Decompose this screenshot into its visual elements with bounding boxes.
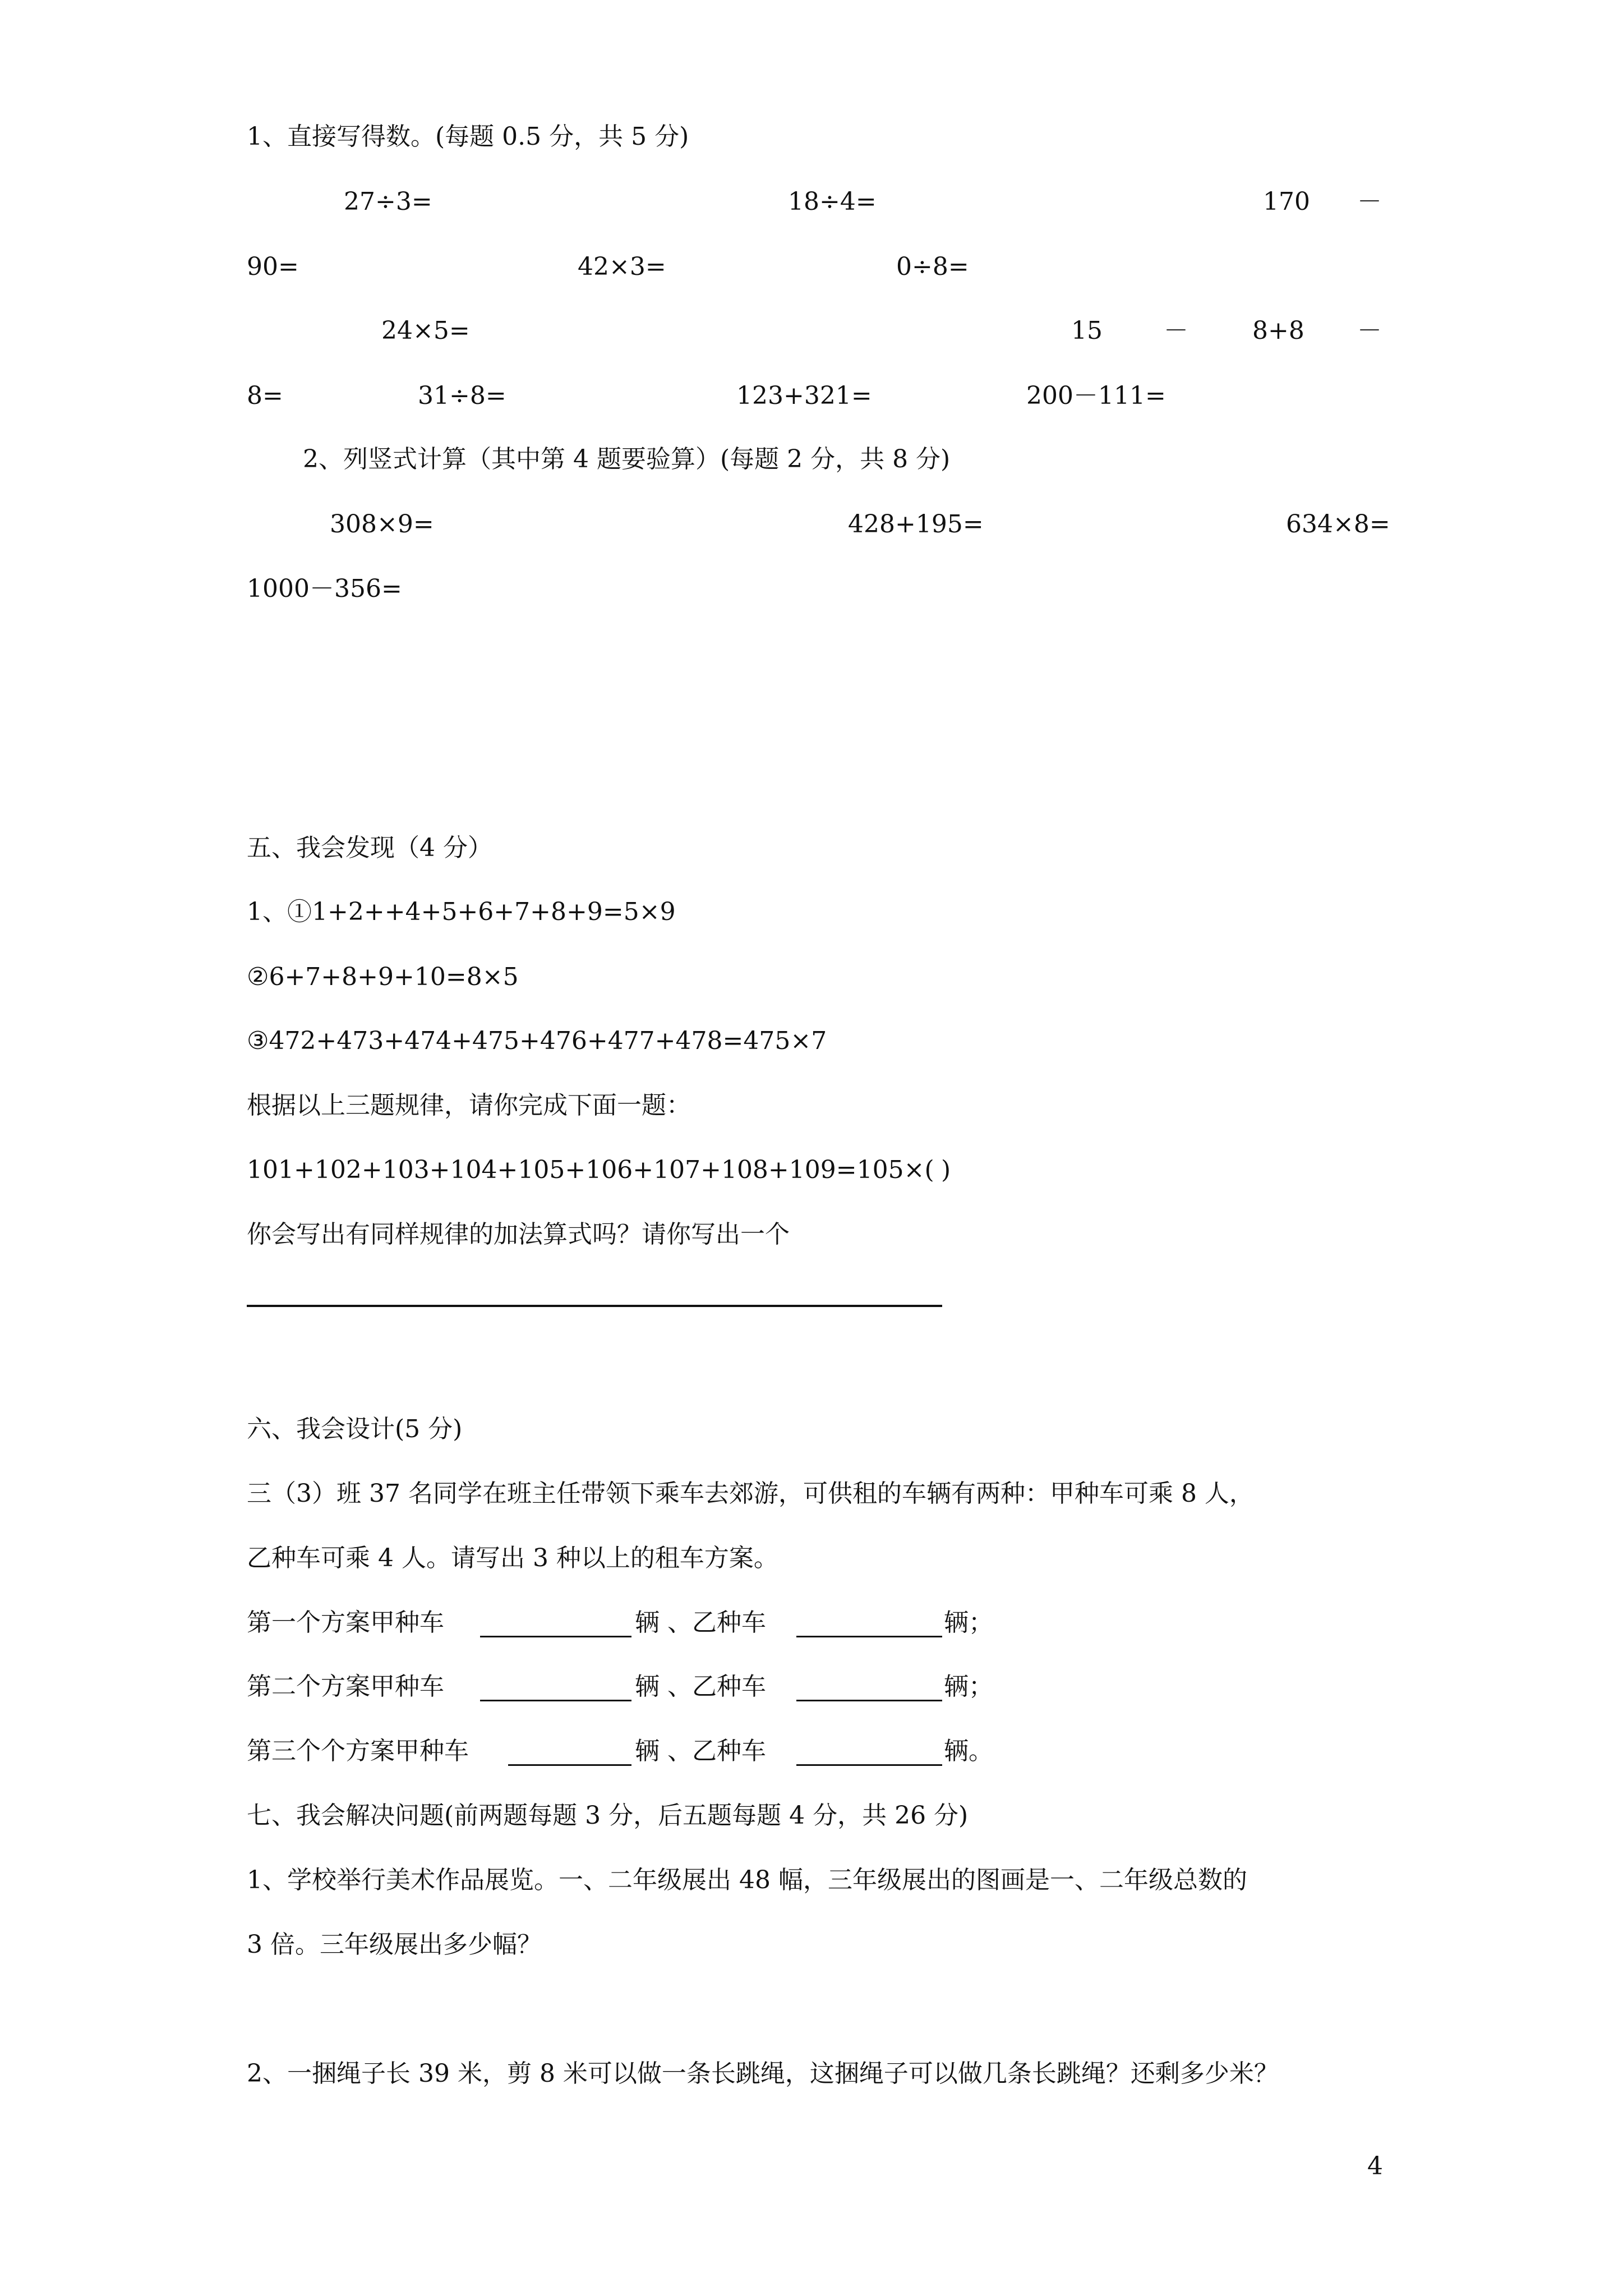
q1-item: 200－111= <box>1026 381 1166 410</box>
problem-1-line-1: 1、学校举行美术作品展览。一、二年级展出 48 幅，三年级展出的图画是一、二年级总数的 <box>247 1866 1247 1894</box>
plan-2-mid: 辆 、乙种车 <box>635 1672 766 1701</box>
q1-item: 170 <box>1263 187 1310 216</box>
plan-3-prefix: 第三个个方案甲种车 <box>247 1737 469 1765</box>
pattern-line-2: ②6+7+8+9+10=8×5 <box>247 963 519 991</box>
plan-2-type-b-blank[interactable] <box>796 1700 942 1701</box>
q1-item: － <box>1357 316 1382 345</box>
plan-1-prefix: 第一个方案甲种车 <box>247 1608 444 1637</box>
q1-item: 27÷3= <box>344 187 432 216</box>
section-7-title: 七、我会解决问题(前两题每题 3 分，后五题每题 4 分，共 26 分) <box>247 1801 969 1830</box>
q1-item: － <box>1357 187 1382 216</box>
plan-1-suffix: 辆； <box>944 1608 993 1637</box>
plan-3-type-b-blank[interactable] <box>796 1764 942 1766</box>
pattern-line-3: ③472+473+474+475+476+477+478=475×7 <box>247 1027 827 1055</box>
q1-item: 0÷8= <box>896 252 969 281</box>
section-5-title: 五、我会发现（4 分） <box>247 834 492 862</box>
q1-title: 1、直接写得数。(每题 0.5 分，共 5 分) <box>247 122 689 151</box>
q1-item: 8= <box>247 381 283 410</box>
q1-item: 31÷8= <box>418 381 506 410</box>
plan-1-type-b-blank[interactable] <box>796 1636 942 1637</box>
pattern-question-close: ) <box>941 1156 951 1184</box>
section-6-title: 六、我会设计(5 分) <box>247 1415 463 1443</box>
q1-item: 24×5= <box>381 316 470 345</box>
plan-2-prefix: 第二个方案甲种车 <box>247 1672 444 1701</box>
q1-item: 8+8 <box>1252 316 1304 345</box>
pattern-write-prompt: 你会写出有同样规律的加法算式吗？请你写出一个 <box>247 1220 790 1249</box>
plan-3-mid: 辆 、乙种车 <box>635 1737 766 1765</box>
q2-item: 428+195= <box>848 510 984 539</box>
plan-2-suffix: 辆； <box>944 1672 993 1701</box>
problem-2: 2、一捆绳子长 39 米，剪 8 米可以做一条长跳绳，这捆绳子可以做几条长跳绳？还剩多少米？ <box>247 2059 1279 2088</box>
q2-item: 634×8= <box>1286 510 1390 539</box>
q1-item: 123+321= <box>736 381 872 410</box>
q1-item: 42×3= <box>578 252 666 281</box>
q1-item: 90= <box>247 252 299 281</box>
q2-item: 308×9= <box>330 510 434 539</box>
answer-line[interactable] <box>247 1305 942 1307</box>
q1-item: 18÷4= <box>788 187 877 216</box>
plan-2-type-a-blank[interactable] <box>480 1700 631 1701</box>
design-paragraph-2: 乙种车可乘 4 人。请写出 3 种以上的租车方案。 <box>247 1544 778 1572</box>
q1-item: － <box>1164 316 1188 345</box>
pattern-line-1: 1、①1+2++4+5+6+7+8+9=5×9 <box>247 898 676 926</box>
plan-1-mid: 辆 、乙种车 <box>635 1608 766 1637</box>
plan-1-type-a-blank[interactable] <box>480 1636 631 1637</box>
q2-item: 1000－356= <box>247 574 402 603</box>
problem-1-line-2: 3 倍。三年级展出多少幅？ <box>247 1930 542 1959</box>
plan-3-type-a-blank[interactable] <box>508 1764 631 1766</box>
pattern-instruction: 根据以上三题规律，请你完成下面一题： <box>247 1091 691 1120</box>
plan-3-suffix: 辆。 <box>944 1737 993 1765</box>
page-number: 4 <box>1367 2152 1383 2180</box>
pattern-question: 101+102+103+104+105+106+107+108+109=105×( <box>247 1156 934 1184</box>
q1-item: 15 <box>1071 316 1103 345</box>
design-paragraph-1: 三（3）班 37 名同学在班主任带领下乘车去郊游，可供租的车辆有两种：甲种车可乘 8 人， <box>247 1479 1254 1508</box>
q2-title: 2、列竖式计算（其中第 4 题要验算）(每题 2 分，共 8 分) <box>303 445 951 473</box>
